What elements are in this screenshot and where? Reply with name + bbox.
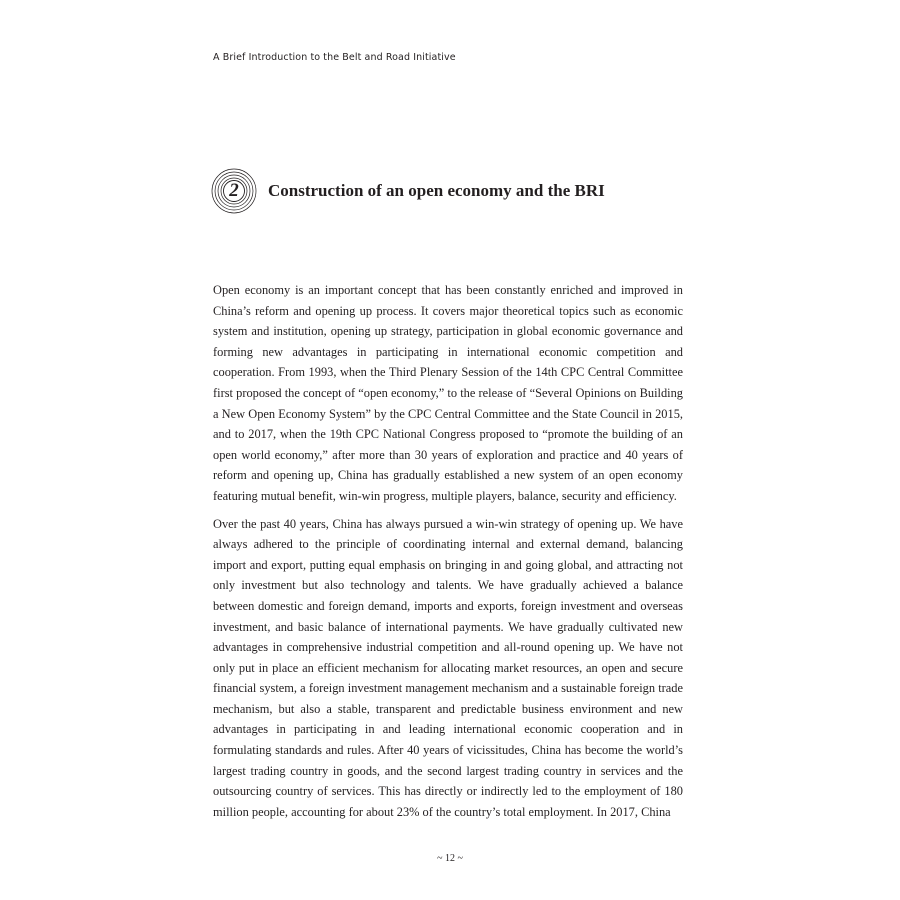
paragraph-2: Over the past 40 years, China has always pursued a win-win strategy of opening up. We have always adhered to the principle of coordinating internal and external demand, balancing import and export, putting equal emphasis on bringing in and going global, and attracting not only investment but also technology and talents. We have gradually achieved a balance between domestic and foreign demand, imports and exports, foreign investment and overseas investment, and basic balance of international payments. We have gradually cultivated new advantages in comprehensive industrial competition and all-round opening up. We have not only put in place an efficient mechanism for allocating market resources, an open and secure financial system, a foreign investment management mechanism and a sustainable foreign trade mechanism, but also a stable, transparent and predictable business environment and new advantages in participating in and leading international economic cooperation and in formulating standards and rules. After 40 years of vicissitudes, China has become the world’s largest trading country in goods, and the second largest trading country in services and the outsourcing country of services. This has directly or indirectly led to the employment of 180 million people, accounting for about 23% of the country’s total employment. In 2017, China [213, 516, 683, 819]
section-title: Construction of an open economy and the BRI [268, 181, 605, 200]
section-heading [211, 168, 605, 214]
running-header: A Brief Introduction to the Belt and Road Initiative [213, 52, 456, 63]
page-number: ~ 12 ~ [437, 853, 463, 864]
body-text [213, 280, 683, 829]
section-number: 2 [229, 180, 239, 201]
paragraph-1: Open economy is an important concept that has been constantly enriched and improved in China’s reform and opening up process. It covers major theoretical topics such as economic system and institution, opening up strategy, participation in global economic governance and forming new advantages in participating in international economic competition and cooperation. From 1993, when the Third Plenary Session of the 14th CPC Central Committee first proposed the concept of “open economy,” to the release of “Several Opinions on Building a New Open Economy System” by the CPC Central Committee and the State Council in 2015, and to 2017, when the 19th CPC National Congress proposed to “promote the building of an open world economy,” after more than 30 years of exploration and practice and 40 years of reform and opening up, China has gradually established a new system of an open economy featuring mutual benefit, win-win progress, multiple players, balance, security and efficiency. [213, 283, 683, 503]
section-number-badge [211, 168, 257, 214]
